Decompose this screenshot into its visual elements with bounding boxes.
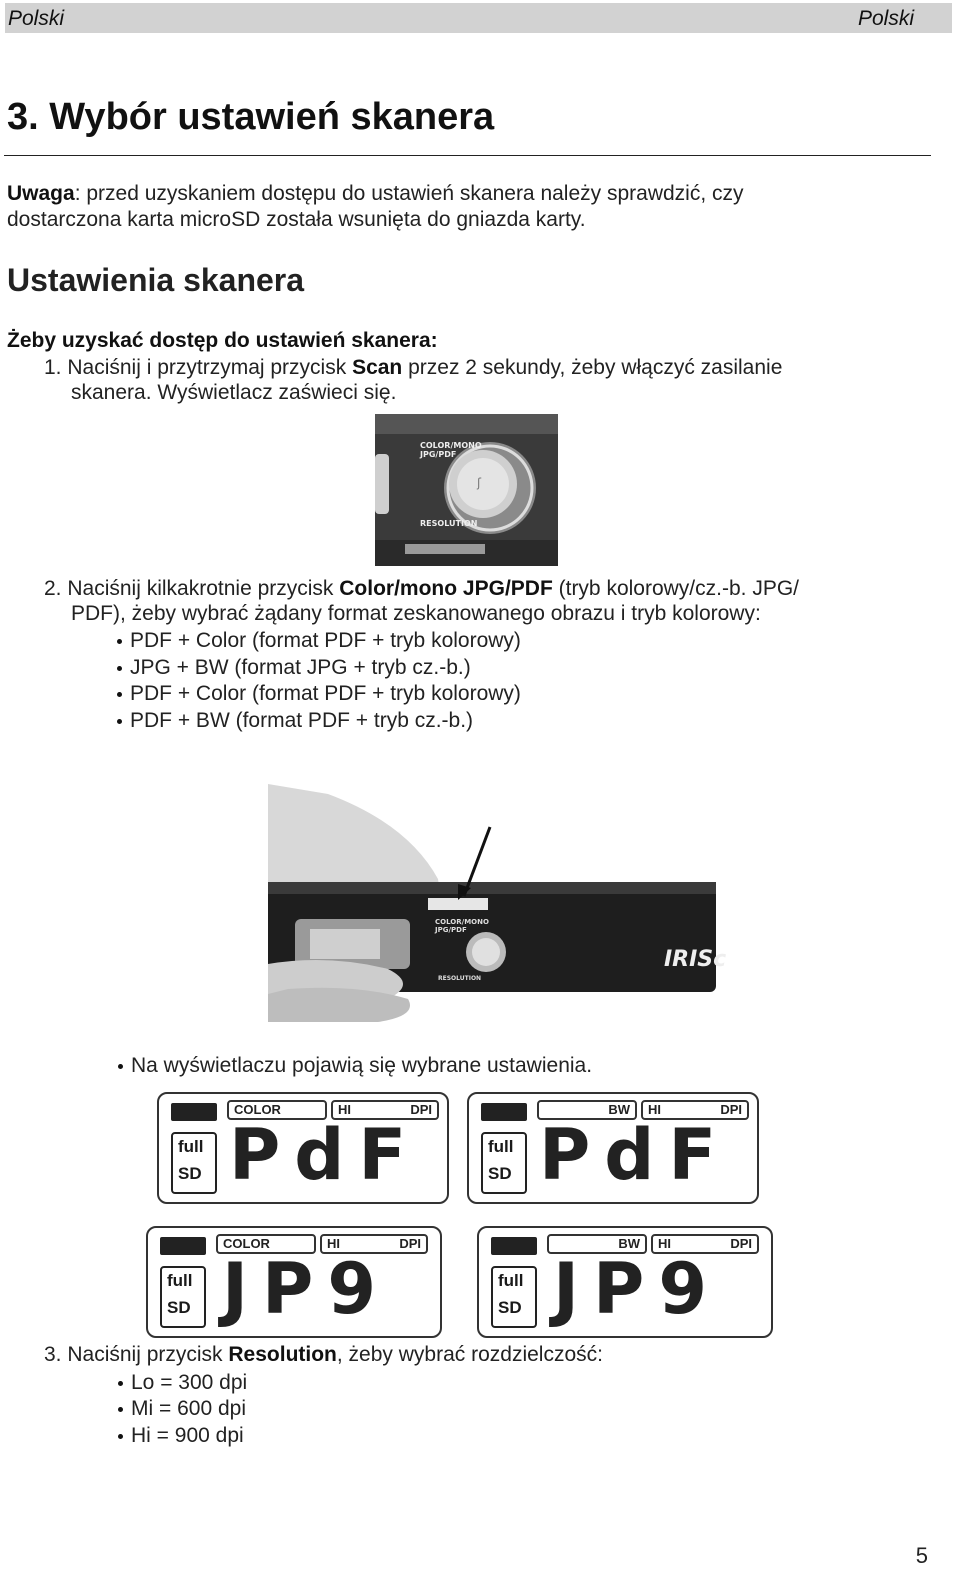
step-3-prefix: 3. Naciśnij przycisk — [44, 1343, 229, 1366]
step-2-bold: Color/mono JPG/PDF — [339, 577, 553, 600]
mode-indicator: BW — [547, 1234, 647, 1254]
resolution-label: RESOLUTION — [420, 519, 478, 528]
section-title: 3. Wybór ustawień skanera — [7, 96, 495, 138]
mode-indicator: COLOR — [216, 1234, 316, 1254]
battery-icon — [481, 1103, 527, 1121]
step-1-bold: Scan — [352, 356, 403, 379]
brand-logo: IRISc — [664, 947, 727, 972]
mode-indicator: COLOR — [227, 1100, 327, 1120]
format-option: PDF + BW (format PDF + tryb cz.-b.) — [130, 709, 474, 732]
jpg-pdf-label: JPG/PDF — [435, 926, 467, 934]
svg-text:ʃ: ʃ — [477, 476, 482, 490]
lcd-display — [467, 1092, 759, 1204]
sd-card-icon: full SD — [160, 1266, 206, 1328]
battery-icon — [171, 1103, 217, 1121]
note-label: Uwaga — [7, 182, 75, 205]
page-header — [5, 3, 952, 33]
display-note: Na wyświetlaczu pojawią się wybrane ustawienia. — [131, 1054, 593, 1077]
note-text-line2: dostarczona karta microSD została wsunięta do gniazda karty. — [7, 208, 586, 231]
step-1-line2: skanera. Wyświetlacz zaświeci się. — [71, 381, 397, 404]
lcd-display — [157, 1092, 449, 1204]
intro-heading: Żeby uzyskać dostęp do ustawień skanera: — [7, 329, 438, 352]
resolution-indicator: HI DPI — [641, 1100, 749, 1120]
format-readout: JP9 — [222, 1248, 391, 1330]
step-2-prefix: 2. Naciśnij kilkakrotnie przycisk — [44, 577, 340, 600]
header-language-left: Polski — [8, 7, 65, 30]
color-mono-label: COLOR/MONO — [420, 441, 482, 450]
lcd-display — [146, 1226, 442, 1338]
sd-card-icon: full SD — [171, 1132, 217, 1194]
header-language-right: Polski — [857, 7, 914, 30]
format-option: PDF + Color (format PDF + tryb kolorowy) — [130, 682, 521, 705]
resolution-label: RESOLUTION — [438, 975, 482, 982]
sd-card-icon: full SD — [481, 1132, 527, 1194]
resolution-indicator: HI DPI — [320, 1234, 428, 1254]
mode-indicator: BW — [537, 1100, 637, 1120]
note-paragraph — [7, 181, 744, 233]
step-2-suffix: (tryb kolorowy/cz.-b. JPG/ — [552, 577, 799, 600]
note-text: : przed uzyskaniem dostępu do ustawień skanera należy sprawdzić, czy — [74, 182, 744, 205]
lcd-display — [477, 1226, 773, 1338]
format-option: PDF + Color (format PDF + tryb kolorowy) — [130, 629, 521, 652]
resolution-option: Hi = 900 dpi — [131, 1424, 244, 1447]
format-option: JPG + BW (format JPG + tryb cz.-b.) — [130, 656, 471, 679]
subsection-title: Ustawienia skanera — [7, 262, 305, 298]
resolution-indicator: HI DPI — [651, 1234, 759, 1254]
color-mono-label: COLOR/MONO — [435, 918, 489, 926]
step-3-suffix: , żeby wybrać rozdzielczość: — [336, 1343, 603, 1366]
format-readout: PdF — [229, 1114, 421, 1196]
step-3 — [44, 1342, 603, 1368]
scanner-hand-photo — [268, 784, 727, 1024]
step-1-suffix: przez 2 sekundy, żeby włączyć zasilanie — [402, 356, 783, 379]
title-rule — [4, 155, 931, 156]
battery-icon — [491, 1237, 537, 1255]
battery-icon — [160, 1237, 206, 1255]
format-readout: PdF — [539, 1114, 731, 1196]
resolution-option: Mi = 600 dpi — [131, 1397, 246, 1420]
sd-card-icon: full SD — [491, 1266, 537, 1328]
step-1-prefix: 1. Naciśnij i przytrzymaj przycisk — [44, 356, 353, 379]
step-2-line2: PDF), żeby wybrać żądany format zeskanowanego obrazu i tryb kolorowy: — [71, 602, 761, 625]
step-1 — [44, 355, 782, 381]
jpg-pdf-label: JPG/PDF — [420, 450, 457, 459]
scanner-closeup-photo — [375, 414, 558, 566]
step-2 — [44, 576, 799, 602]
step-3-bold: Resolution — [228, 1343, 337, 1366]
resolution-option: Lo = 300 dpi — [131, 1371, 248, 1394]
format-readout: JP9 — [553, 1248, 722, 1330]
page-number: 5 — [915, 1543, 928, 1568]
resolution-indicator: HI DPI — [331, 1100, 439, 1120]
